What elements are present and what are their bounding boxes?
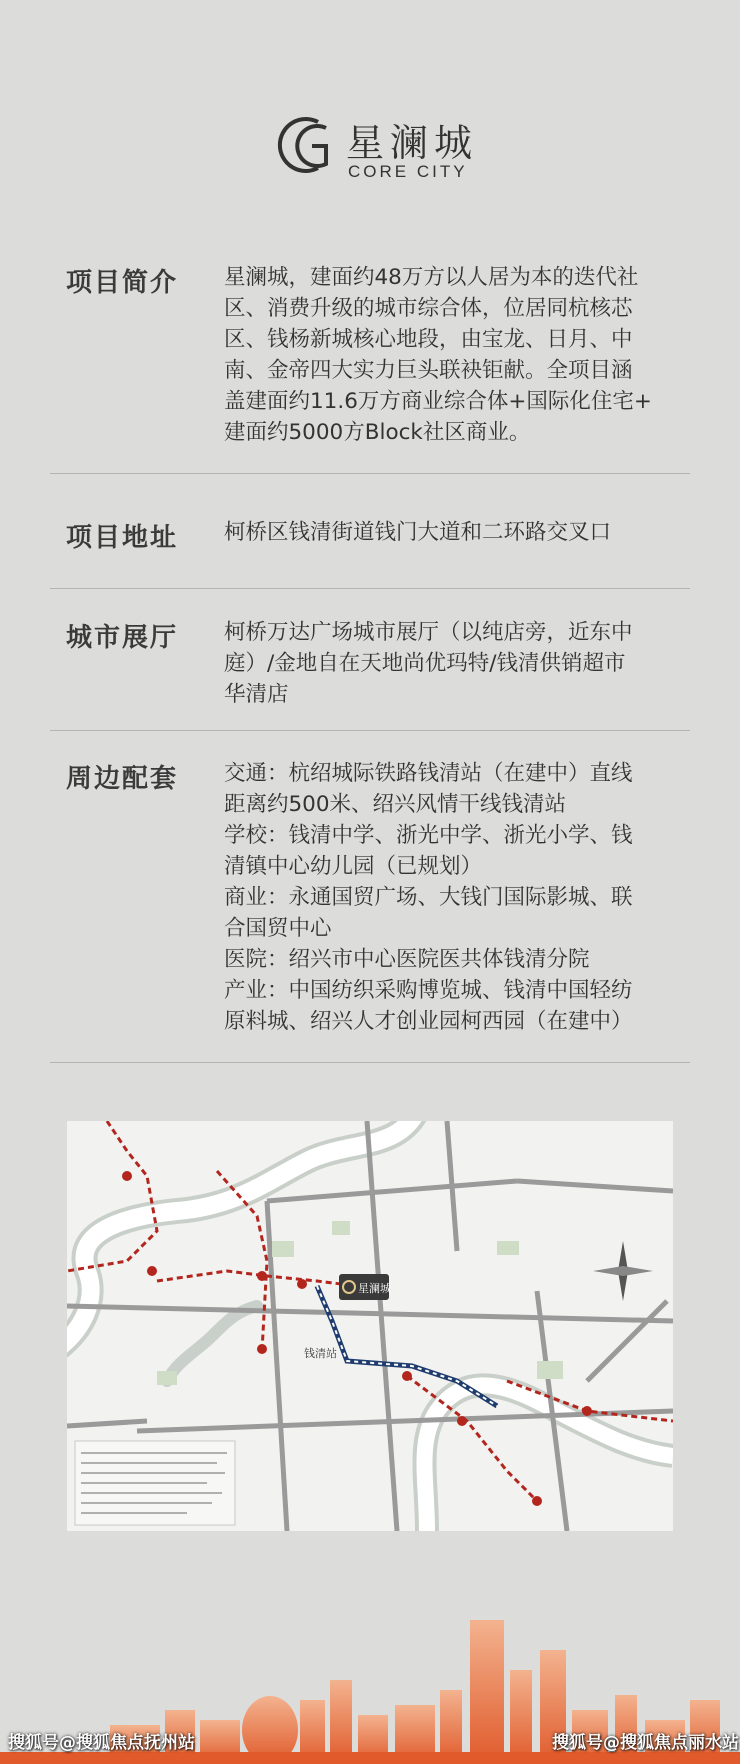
station-label: 钱清站 [304,1347,337,1360]
body-line: 柯桥万达广场城市展厅（以纯店旁，近东中 [224,620,633,645]
metro-station-icon [402,1371,412,1381]
park-block [537,1361,563,1379]
metro-station-icon [582,1406,592,1416]
body-line: 商业：永通国贸广场、大钱门国际影城、联 [224,885,633,910]
body-line: 南、金帝四大实力巨头联袂钜献。全项目涵 [224,358,633,383]
body-line: 柯桥区钱清街道钱门大道和二环路交叉口 [224,520,612,545]
metro-station-icon [532,1496,542,1506]
section-intro [50,262,690,462]
section-body [224,758,694,1037]
section-address [50,517,690,557]
body-line: 区、消费升级的城市综合体，位居同杭核芯 [224,296,633,321]
body-line: 产业：中国纺织采购博览城、钱清中国轻纺 [224,978,633,1003]
metro-station-icon [147,1266,157,1276]
logo-mark-icon [262,108,342,182]
park-block [497,1241,519,1255]
body-line: 星澜城，建面约48万方以人居为本的迭代社 [224,265,639,290]
park-block [157,1371,177,1385]
metro-station-icon [457,1416,467,1426]
location-map [67,1121,673,1531]
map-drawing [67,1121,673,1531]
section-label: 城市展厅 [66,623,179,653]
body-line: 医院：绍兴市中心医院医共体钱清分院 [224,947,590,972]
logo-name-cn: 星澜城 [346,121,479,165]
body-line: 学校：钱清中学、浙光中学、浙光小学、钱 [224,823,633,848]
divider [50,588,690,589]
body-line: 合国贸中心 [224,916,332,941]
section-showroom [50,617,690,717]
section-body [224,617,694,710]
body-line: 建面约5000方Block社区商业。 [224,420,531,445]
body-line: 原料城、绍兴人才创业园柯西园（在建中） [224,1009,633,1034]
metro-station-icon [257,1344,267,1354]
compass-icon [593,1241,653,1301]
body-line: 庭）/金地自在天地尚优玛特/钱清供销超市 [224,651,626,676]
divider [50,1062,690,1063]
rail-line-metro [157,1271,357,1286]
project-marker-label: 星澜城 [358,1282,391,1295]
legend-lines [81,1453,227,1513]
body-line: 交通：杭绍城际铁路钱清站（在建中）直线 [224,761,633,786]
logo [262,108,482,182]
divider [50,473,690,474]
metro-station-icon [297,1279,307,1289]
section-amenities [50,758,690,1048]
metro-station-icon [122,1171,132,1181]
park-block [272,1241,294,1257]
section-label: 项目地址 [66,523,179,553]
section-body [224,262,694,448]
section-label: 项目简介 [66,268,179,298]
river-branch [167,1306,257,1381]
metro-station-icon [257,1271,267,1281]
watermark-left: 搜狐号@搜狐焦点抚州站 [8,1733,195,1753]
body-line: 华清店 [224,682,289,707]
section-label: 周边配套 [66,764,179,794]
body-line: 距离约500米、绍兴风情干线钱清站 [224,792,567,817]
body-line: 清镇中心幼儿园（已规划） [224,854,483,879]
divider [50,730,690,731]
watermark-right: 搜狐号@搜狐焦点丽水站 [552,1733,739,1753]
skyline-base [0,1752,740,1764]
body-line: 区、钱杨新城核心地段，由宝龙、日月、中 [224,327,633,352]
river [67,1121,417,1356]
park-block [332,1221,350,1235]
body-line: 盖建面约11.6万方商业综合体+国际化住宅+ [224,389,652,414]
section-body [224,517,694,548]
logo-name-en: CORE CITY [348,162,468,181]
